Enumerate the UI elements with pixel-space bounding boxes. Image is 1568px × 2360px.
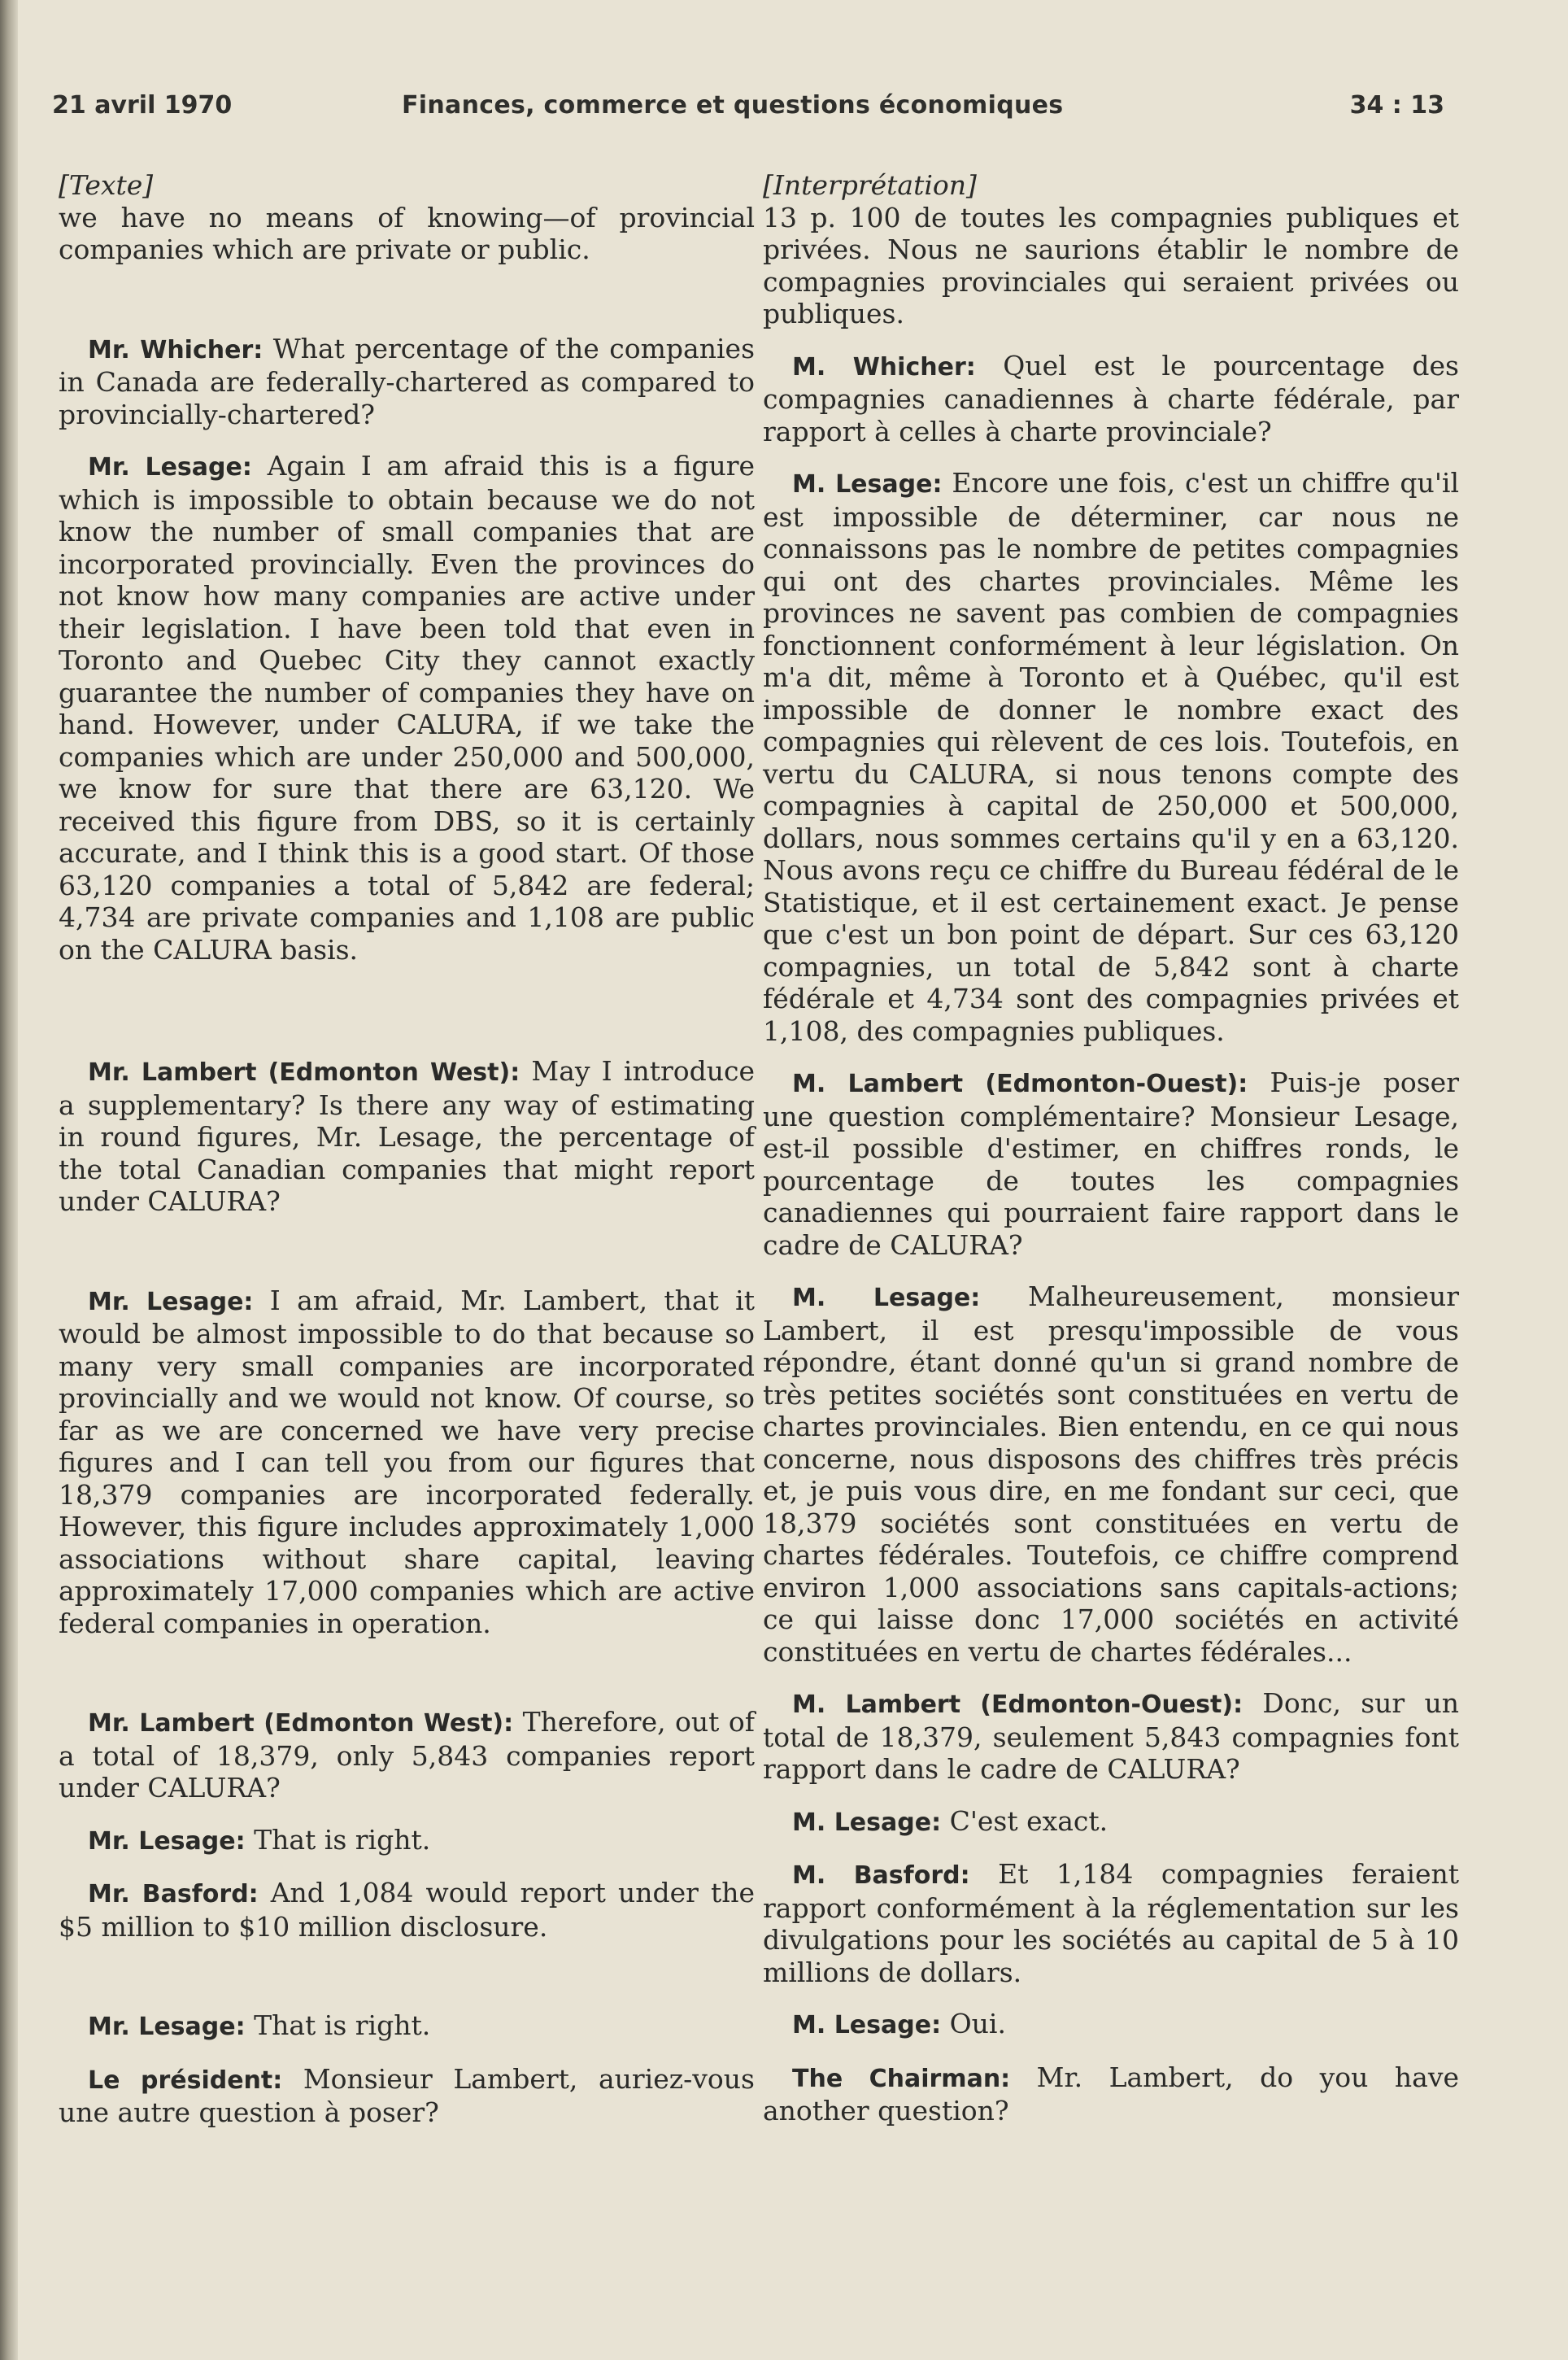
- paragraph-text: we have no means of knowing—of provincial companies which are private or public.: [59, 201, 755, 265]
- speaker-name: Mr. Lesage:: [88, 1826, 246, 1856]
- speaker-name: Mr. Whicher:: [88, 335, 264, 364]
- section-label: [Texte]: [59, 169, 154, 201]
- paragraph: [59, 2009, 755, 2044]
- paragraph-text: Monsieur Lambert, auriez-vous une autre question à poser?: [59, 2062, 755, 2128]
- paragraph: [763, 350, 1459, 448]
- header-title: Finances, commerce et questions économiques: [402, 91, 1064, 120]
- speaker-name: The Chairman:: [792, 2064, 1011, 2093]
- paragraph-text: I am afraid, Mr. Lambert, that it would be almost impossible to do that because so many very small companies are incorporated provincially and we would not know. Of course, so far as we are concerned we have very precise figures and I can tell you from our figures that 18,379 companies are incorporated federally. However, this figure includes approximately 1,000 associations without share capital, leaving approximately 17,000 companies which are active federal companies in operation.: [59, 1284, 755, 1639]
- paragraph: [59, 450, 755, 966]
- right-column: [763, 169, 1459, 2127]
- paragraph: [763, 1858, 1459, 1988]
- paragraph: [763, 1067, 1459, 1261]
- header-date: 21 avril 1970: [52, 91, 233, 120]
- speaker-name: M. Basford:: [792, 1861, 970, 1890]
- paragraph-text: That is right.: [254, 1823, 431, 1856]
- paragraph: [763, 1805, 1459, 1839]
- paragraph-text: May I introduce a supplementary? Is there any way of estimating in round figures, Mr. Lesage, the percentage of the total Canadian companies that might report under CALURA?: [59, 1055, 755, 1217]
- left-column: [59, 169, 755, 2129]
- paragraph-text: Encore une fois, c'est un chiffre qu'il est impossible de déterminer, car nous ne connaissons pas le nombre de petites compagnies qui ont des chartes provinciales. Même les provinces ne savent pas combien de compagnies fonctionnent conformément à leur législation. On m'a dit, même à Toronto et à Québec, qu'il est impossible de donner le nombre exact des compagnies qui rèlevent de ces lois. Toutefois, en vertu du CALURA, si nous tenons compte des compagnies à capital de 250,000 et 500,000, dollars, nous sommes certains qu'il y en a 63,120. Nous avons reçu ce chiffre du Bureau fédéral de le Statistique, et il est certainement exact. Je pense que c'est un bon point de départ. Sur ces 63,120 compagnies, un total de 5,842 sont à charte fédérale et 4,734 sont des compagnies privées et 1,108, des compagnies publiques.: [763, 467, 1459, 1047]
- paragraph-text: That is right.: [254, 2009, 431, 2041]
- paragraph-text: Therefore, out of a total of 18,379, only 5,843 companies report under CALURA?: [59, 1706, 755, 1804]
- page-header: [52, 91, 1444, 132]
- speaker-name: Mr. Lambert (Edmonton West):: [88, 1709, 514, 1738]
- speaker-name: Mr. Lesage:: [88, 2013, 246, 2041]
- paragraph: [59, 1877, 755, 1943]
- paragraph-text: Malheureusement, monsieur Lambert, il est presqu'impossible de vous répondre, étant donné qu'un si grand nombre de très petites sociétés sont constituées en vertu de chartes provinciales. Bien entendu, en ce qui nous concerne, nous disposons des chiffres très précis et, je puis vous dire, en me fondant sur ceci, que 18,379 sociétés sont constituées en vertu de chartes fédérales. Toutefois, ce chiffre comprend environ 1,000 associations sans capitals-actions; ce qui laisse donc 17,000 sociétés en activité constituées en vertu de chartes fédérales...: [763, 1280, 1459, 1668]
- paragraph: [763, 2061, 1459, 2127]
- paragraph: [763, 467, 1459, 1047]
- speaker-name: M. Lesage:: [792, 1808, 942, 1837]
- speaker-name: M. Lambert (Edmonton-Ouest):: [792, 1070, 1248, 1098]
- paragraph-text: C'est exact.: [949, 1804, 1108, 1837]
- book-binding-edge: [0, 0, 18, 2360]
- paragraph: [59, 333, 755, 431]
- paragraph-text: Puis-je poser une question complémentaire? Monsieur Lesage, est-il possible d'estimer, en chiffres ronds, le pourcentage de toutes les compagnies canadiennes qui pourraient faire rapport dans le cadre de CALURA?: [763, 1067, 1459, 1261]
- paragraph: [59, 1706, 755, 1804]
- paragraph: [763, 1280, 1459, 1668]
- paragraph-text: Mr. Lambert, do you have another question?: [763, 2061, 1459, 2127]
- paragraph-text: Oui.: [949, 2008, 1006, 2039]
- speaker-name: M. Lesage:: [792, 470, 943, 499]
- speaker-name: Mr. Lambert (Edmonton West):: [88, 1058, 520, 1087]
- speaker-name: M. Lambert (Edmonton-Ouest):: [792, 1690, 1244, 1719]
- speaker-name: Le président:: [88, 2066, 283, 2095]
- section-label: [Interprétation]: [763, 169, 977, 201]
- paragraph: [763, 1687, 1459, 1786]
- paragraph: [59, 1285, 755, 1640]
- paragraph: [59, 1824, 755, 1858]
- speaker-name: M. Whicher:: [792, 352, 976, 382]
- speaker-name: Mr. Basford:: [88, 1880, 259, 1909]
- speaker-name: M. Lesage:: [792, 1284, 981, 1312]
- paragraph-text: Quel est le pourcentage des compagnies canadiennes à charte fédérale, par rapport à celles à charte provinciale?: [763, 349, 1459, 447]
- paragraph-text: Donc, sur un total de 18,379, seulement 5,843 compagnies font rapport dans le cadre de CALURA?: [763, 1687, 1459, 1785]
- paragraph-text: Again I am afraid this is a figure which is impossible to obtain because we do not know the number of small companies that are incorporated provincially. Even the provinces do not know how many companies are active under their legislation. I have been told that even in Toronto and Quebec City they cannot exactly guarantee the number of companies they have on hand. However, under CALURA, if we take the companies which are under 250,000 and 500,000, we know for sure that there are 63,120. We received this figure from DBS, so it is certainly accurate, and I think this is a good start. Of those 63,120 companies a total of 5,842 are federal; 4,734 are private companies and 1,108 are public on the CALURA basis.: [59, 450, 755, 966]
- speaker-name: Mr. Lesage:: [88, 453, 252, 482]
- paragraph-text: 13 p. 100 de toutes les compagnies publiques et privées. Nous ne saurions établir le nombre de compagnies provinciales qui seraient privées ou publiques.: [763, 201, 1459, 329]
- header-page-number: 34 : 13: [1349, 91, 1444, 120]
- paragraph-text: What percentage of the companies in Canada are federally-chartered as compared to provincially-chartered?: [59, 332, 756, 430]
- paragraph-text: And 1,084 would report under the $5 million to $10 million disclosure.: [59, 1877, 755, 1943]
- paragraph: [59, 1055, 755, 1218]
- paragraph: [763, 2008, 1459, 2042]
- speaker-name: M. Lesage:: [792, 2011, 942, 2039]
- paragraph-text: Et 1,184 compagnies feraient rapport conformément à la réglementation sur les divulgations pour les sociétés au capital de 5 à 10 millions de dollars.: [763, 1858, 1460, 1988]
- paragraph: [763, 202, 1459, 330]
- speaker-name: Mr. Lesage:: [88, 1287, 254, 1316]
- paragraph: [59, 202, 755, 266]
- paragraph: [59, 2063, 755, 2129]
